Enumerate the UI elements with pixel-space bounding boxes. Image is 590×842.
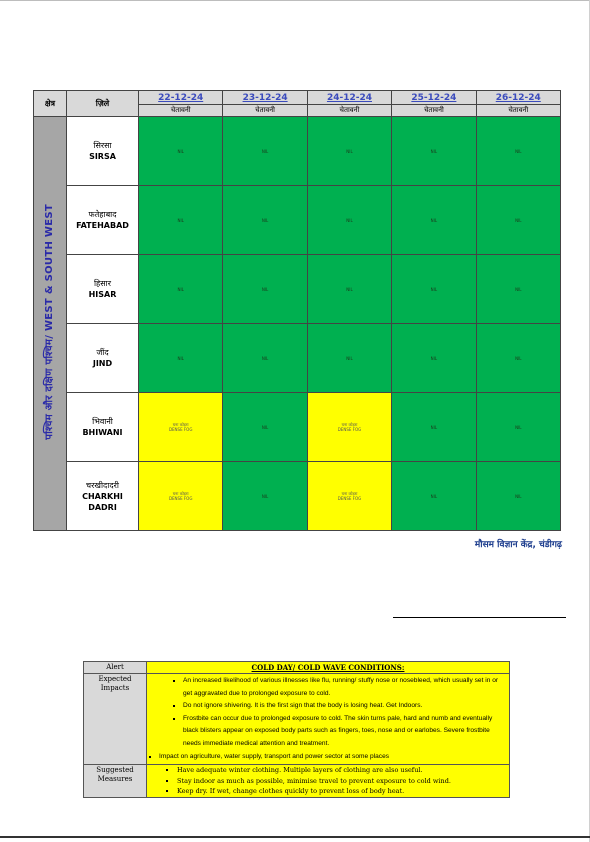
warning-cell-dense-fog <box>307 393 391 462</box>
warning-text: NIL <box>261 286 269 292</box>
measure-item: ▪ Have adequate winter clothing. Multiple layers of clothing are also useful. <box>177 765 505 776</box>
warning-cell-nil <box>476 186 560 255</box>
warning-cell-nil <box>223 393 307 462</box>
measures-label: Suggested Measures <box>84 765 147 798</box>
date-header: 24-12-24 <box>307 91 391 105</box>
warning-cell-nil <box>476 255 560 324</box>
warning-cell-nil <box>139 255 223 324</box>
warning-cell-nil <box>476 462 560 531</box>
warning-subheader: चेतावनी <box>307 105 391 117</box>
warning-cell-nil <box>307 117 391 186</box>
warning-cell-nil <box>223 255 307 324</box>
district-row <box>34 186 561 255</box>
impact-item: ▪ Do not ignore shivering. It is the first sign that the body is losing heat. Get Indoors. <box>183 700 505 713</box>
alert-table <box>83 661 510 798</box>
warning-subheader: चेतावनी <box>476 105 560 117</box>
warning-text: DENSE FOG <box>337 496 362 501</box>
district-row <box>34 462 561 531</box>
warning-cell-dense-fog <box>307 462 391 531</box>
impacts-cell <box>147 674 510 765</box>
district-row <box>34 324 561 393</box>
district-row <box>34 117 561 186</box>
warning-cell-nil <box>392 324 476 393</box>
district-name-hindi: जींद <box>96 348 109 357</box>
measure-item: ▪ Keep dry. If wet, change clothes quickly to prevent loss of body heat. <box>177 786 505 797</box>
region-cell <box>34 117 67 531</box>
warning-text: NIL <box>261 424 269 430</box>
district-row <box>34 393 561 462</box>
district-name-cell <box>67 324 139 393</box>
warning-text: NIL <box>430 148 438 154</box>
warning-text: NIL <box>261 148 269 154</box>
warning-text: NIL <box>430 286 438 292</box>
warning-text: NIL <box>177 355 184 361</box>
warning-text: NIL <box>261 355 269 361</box>
warning-text: NIL <box>430 493 438 499</box>
impact-item: ▪ Frostbite can occur due to prolonged exposure to cold. The skin turns pale, hard and numb and eventually black blisters appear on exposed body parts such as fingers, toes, nose and or earlobes. Severe frostbite needs immediate medical attention and treatment. <box>183 713 505 751</box>
district-name-hindi: हिसार <box>93 279 112 288</box>
warning-text: NIL <box>346 355 353 361</box>
warning-cell-nil <box>392 393 476 462</box>
district-name-cell <box>67 255 139 324</box>
warning-subheader: चेतावनी <box>223 105 307 117</box>
district-name-english: CHARKHI DADRI <box>82 491 123 512</box>
district-name-cell <box>67 186 139 255</box>
impact-item: ▪ Impact on agriculture, water supply, transport and power sector at some places <box>159 751 505 764</box>
district-name-hindi: फतेहाबाद <box>88 210 117 219</box>
warning-cell-nil <box>476 324 560 393</box>
warning-text: NIL <box>515 493 522 499</box>
warning-cell-nil <box>392 186 476 255</box>
warning-text: DENSE FOG <box>337 427 362 432</box>
district-name-english: HISAR <box>88 290 117 299</box>
warning-text-hindi: घना कोहरा <box>172 422 189 427</box>
warning-cell-nil <box>223 462 307 531</box>
warning-text: NIL <box>177 148 184 154</box>
district-row <box>34 255 561 324</box>
district-name-english: BHIWANI <box>82 428 123 437</box>
district-name-hindi: सिरसा <box>93 141 112 150</box>
warning-cell-nil <box>139 186 223 255</box>
date-header: 25-12-24 <box>392 91 476 105</box>
region-name: पश्चिम और दक्षिण पश्चिम/ WEST & SOUTH WEST <box>44 203 55 440</box>
warning-text-hindi: घना कोहरा <box>341 422 358 427</box>
warning-text: NIL <box>261 493 269 499</box>
warning-text: DENSE FOG <box>168 496 193 501</box>
warning-text: NIL <box>177 217 184 223</box>
warning-cell-nil <box>476 393 560 462</box>
warning-text: NIL <box>430 355 438 361</box>
warning-cell-dense-fog <box>139 462 223 531</box>
warning-text: DENSE FOG <box>168 427 193 432</box>
warning-cell-nil <box>139 117 223 186</box>
warning-text: NIL <box>515 148 522 154</box>
district-name-english: SIRSA <box>89 152 116 161</box>
issuer-credit: मौसम विज्ञान केंद्र, चंडीगढ़ <box>474 540 562 550</box>
warning-subheader: चेतावनी <box>139 105 223 117</box>
signature-line <box>393 617 566 618</box>
forecast-table <box>33 90 561 531</box>
date-header: 26-12-24 <box>476 91 560 105</box>
warning-text: NIL <box>515 286 522 292</box>
warning-cell-nil <box>139 324 223 393</box>
warning-cell-nil <box>223 186 307 255</box>
bottom-rule <box>0 836 590 838</box>
district-name-cell <box>67 462 139 531</box>
warning-text: NIL <box>515 355 522 361</box>
date-header: 22-12-24 <box>139 91 223 105</box>
measure-item: ▪ Stay indoor as much as possible, minimise travel to prevent exposure to cold wind. <box>177 776 505 787</box>
warning-cell-nil <box>223 117 307 186</box>
warning-text: NIL <box>261 217 269 223</box>
district-name-cell <box>67 117 139 186</box>
impact-item: ▪ An increased likelihood of various illnesses like flu, running/ stuffy nose or nosebleed, which usually set in or get aggravated due to prolonged exposure to cold. <box>183 675 505 700</box>
district-name-english: FATEHABAD <box>76 221 129 230</box>
warning-text: NIL <box>515 424 522 430</box>
warning-cell-nil <box>476 117 560 186</box>
impacts-label: Expected Impacts <box>84 674 147 765</box>
district-name-hindi: चरखीदादरी <box>86 480 119 490</box>
warning-text: NIL <box>346 148 353 154</box>
warning-text: NIL <box>430 424 438 430</box>
warning-subheader: चेतावनी <box>392 105 476 117</box>
district-name-hindi: भिवानी <box>92 417 113 426</box>
warning-text: NIL <box>346 217 353 223</box>
alert-title: COLD DAY/ COLD WAVE CONDITIONS: <box>147 662 510 674</box>
warning-cell-nil <box>392 462 476 531</box>
warning-text: NIL <box>430 217 438 223</box>
district-header: ज़िले <box>67 91 139 117</box>
warning-text: NIL <box>515 217 522 223</box>
warning-text-hindi: घना कोहरा <box>172 491 189 496</box>
warning-cell-nil <box>392 255 476 324</box>
measures-cell <box>147 765 510 798</box>
page-border <box>0 0 590 1</box>
warning-cell-nil <box>223 324 307 393</box>
warning-cell-nil <box>307 255 391 324</box>
warning-cell-nil <box>307 186 391 255</box>
warning-text: NIL <box>177 286 184 292</box>
region-header: क्षेत्र <box>34 91 67 117</box>
warning-text-hindi: घना कोहरा <box>341 491 358 496</box>
warning-cell-nil <box>307 324 391 393</box>
district-name-cell <box>67 393 139 462</box>
date-header: 23-12-24 <box>223 91 307 105</box>
warning-cell-nil <box>392 117 476 186</box>
alert-label: Alert <box>84 662 147 674</box>
warning-cell-dense-fog <box>139 393 223 462</box>
warning-text: NIL <box>346 286 353 292</box>
district-name-english: JIND <box>92 359 113 368</box>
